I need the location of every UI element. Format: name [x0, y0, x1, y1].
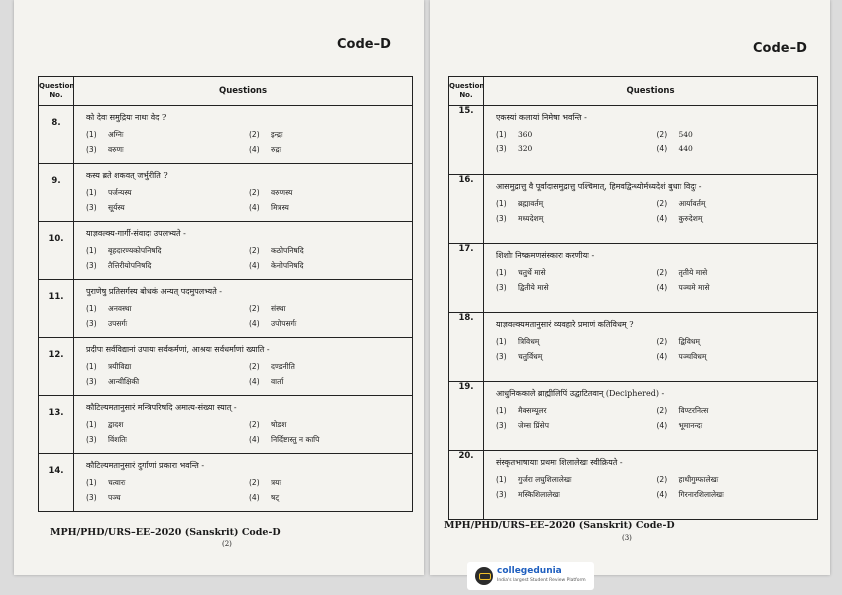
- option-label: (2): [656, 268, 668, 277]
- option-label: (1): [86, 362, 97, 371]
- answer-option: [657, 214, 818, 224]
- answer-option: [249, 319, 412, 329]
- option-text: कठोपनिषदि: [271, 246, 304, 255]
- answer-option: [657, 268, 818, 278]
- option-label: (3): [86, 261, 97, 270]
- option-text: 540: [678, 130, 693, 139]
- option-label: (1): [86, 188, 97, 197]
- answer-options: [484, 471, 817, 500]
- option-text: षट्: [271, 493, 280, 502]
- option-label: (4): [656, 421, 668, 430]
- question-row: [39, 454, 413, 512]
- option-label: (1): [496, 337, 507, 346]
- option-label: (2): [249, 362, 260, 371]
- answer-option: [496, 490, 657, 500]
- option-label: (1): [496, 199, 507, 208]
- option-text: मित्रस्य: [271, 203, 289, 212]
- answer-options: [484, 126, 817, 153]
- answer-option: [496, 421, 657, 431]
- answer-options: [74, 184, 412, 213]
- question-row: [39, 222, 413, 280]
- answer-option: [86, 435, 249, 445]
- option-text: गिरनारशिलालेखः: [678, 490, 724, 499]
- question-row: [39, 396, 413, 454]
- option-text: द्विविधम्: [678, 337, 700, 346]
- option-text: भूमानन्दः: [678, 421, 703, 430]
- option-label: (3): [86, 493, 97, 502]
- answer-option: [496, 199, 657, 209]
- answer-options: [74, 474, 412, 503]
- answer-options: [74, 126, 412, 155]
- option-text: विण्टरनित्स: [678, 406, 709, 415]
- question-number: 18.: [449, 313, 484, 382]
- option-text: द्वादश: [108, 420, 124, 429]
- answer-option: [86, 377, 249, 387]
- answer-option: [657, 337, 818, 347]
- answer-option: [86, 420, 249, 430]
- answer-option: [496, 283, 657, 293]
- option-label: (4): [249, 493, 260, 502]
- option-label: (4): [656, 144, 668, 153]
- option-label: (3): [496, 144, 507, 153]
- question-body: [74, 338, 413, 396]
- option-text: 360: [518, 130, 533, 139]
- option-label: (4): [249, 203, 260, 212]
- question-rows: [39, 106, 413, 512]
- question-number: 8.: [39, 106, 74, 164]
- option-text: विंशतिः: [108, 435, 127, 444]
- question-stem: को देवः समुद्रियः नाथः वेद ?: [86, 113, 167, 122]
- option-text: इन्द्रः: [271, 130, 283, 139]
- option-label: (2): [249, 304, 260, 313]
- question-number: 9.: [39, 164, 74, 222]
- answer-option: [249, 145, 412, 155]
- option-text: द्वितीये मासे: [518, 283, 549, 292]
- option-text: पञ्चमे मासे: [678, 283, 710, 292]
- option-text: मस्किशिलालेखः: [518, 490, 560, 499]
- option-text: त्रिविधम्: [518, 337, 540, 346]
- questions-header: Questions: [74, 77, 413, 106]
- question-number: 16.: [449, 175, 484, 244]
- answer-option: [249, 420, 412, 430]
- answer-option: [496, 214, 657, 224]
- option-label: (2): [656, 406, 668, 415]
- left-page: [14, 0, 424, 575]
- code-header: Code–D: [337, 37, 391, 52]
- answer-option: [249, 304, 412, 314]
- option-label: (1): [86, 478, 97, 487]
- question-number: 12.: [39, 338, 74, 396]
- question-stem: पुराणेषु प्रतिसर्गस्य बोधकं अन्यत् पदमुपलभ्यते -: [86, 287, 223, 296]
- question-number: 15.: [449, 106, 484, 175]
- answer-option: [249, 188, 412, 198]
- question-table: [448, 76, 818, 520]
- answer-option: [657, 406, 818, 416]
- option-label: (2): [249, 420, 260, 429]
- question-body: [484, 106, 818, 175]
- answer-option: [249, 130, 412, 140]
- right-page: [430, 0, 830, 575]
- option-text: त्रयः: [271, 478, 282, 487]
- question-number: 20.: [449, 451, 484, 520]
- answer-options: [74, 358, 412, 387]
- question-no-header: Question No.: [449, 77, 484, 106]
- option-label: (2): [249, 246, 260, 255]
- option-text: कुरुदेशम्: [678, 214, 703, 223]
- option-label: (3): [496, 352, 507, 361]
- option-label: (2): [656, 337, 668, 346]
- question-stem: कौटिल्यमतानुसारं दुर्गाणां प्रकारा भवन्ति -: [86, 461, 205, 470]
- option-text: चतुर्विधम्: [518, 352, 543, 361]
- question-row: [39, 338, 413, 396]
- answer-option: [249, 362, 412, 372]
- question-number: 17.: [449, 244, 484, 313]
- answer-options: [74, 300, 412, 329]
- option-text: पञ्च: [108, 493, 121, 502]
- option-text: तैत्तिरीयोपनिषदि: [108, 261, 152, 270]
- option-text: षोडश: [271, 420, 287, 429]
- option-label: (4): [249, 319, 260, 328]
- option-label: (3): [86, 145, 97, 154]
- option-label: (2): [249, 130, 260, 139]
- answer-option: [657, 490, 818, 500]
- answer-option: [496, 406, 657, 416]
- question-body: [484, 244, 818, 313]
- question-number: 13.: [39, 396, 74, 454]
- answer-option: [496, 337, 657, 347]
- question-row: [39, 106, 413, 164]
- answer-option: [657, 144, 818, 153]
- option-label: (1): [496, 475, 507, 484]
- option-label: (1): [86, 246, 97, 255]
- question-stem: शिशोः निष्क्रमणसंस्कारः करणीयः -: [496, 251, 595, 260]
- option-label: (4): [249, 261, 260, 270]
- answer-options: [484, 264, 817, 293]
- question-number: 19.: [449, 382, 484, 451]
- answer-option: [86, 145, 249, 155]
- question-stem: कस्य ब्रते शकवत् जर्भुरीति ?: [86, 171, 168, 180]
- option-label: (3): [496, 490, 507, 499]
- question-stem: याज्ञवल्क्यमतानुसारं व्यवहारे प्रमाणं कतिविधम् ?: [496, 320, 634, 329]
- question-body: [74, 164, 413, 222]
- question-table: [38, 76, 413, 512]
- option-text: पञ्चविधम्: [678, 352, 707, 361]
- answer-option: [496, 475, 657, 485]
- question-row: [39, 280, 413, 338]
- option-text: जेम्स प्रिंसेप: [518, 421, 549, 430]
- answer-option: [86, 261, 249, 271]
- answer-option: [86, 319, 249, 329]
- option-label: (4): [249, 435, 260, 444]
- answer-option: [657, 283, 818, 293]
- answer-options: [74, 416, 412, 445]
- answer-options: [484, 195, 817, 224]
- question-no-header: Question No.: [39, 77, 74, 106]
- option-text: वरुणः: [108, 145, 124, 154]
- option-text: 440: [678, 144, 693, 153]
- question-stem: कौटिल्यमतानुसारं मन्त्रिपरिषदि अमात्य-संख्या स्यात् -: [86, 403, 237, 412]
- question-rows: [449, 106, 818, 520]
- option-label: (4): [656, 490, 668, 499]
- answer-option: [496, 352, 657, 362]
- answer-options: [484, 333, 817, 362]
- option-text: रुद्रः: [271, 145, 281, 154]
- question-body: [484, 382, 818, 451]
- answer-option: [86, 130, 249, 140]
- option-label: (3): [86, 203, 97, 212]
- option-label: (1): [496, 406, 507, 415]
- question-stem: संस्कृतभाषायाः प्रथमः शिलालेखः स्वीक्रियते -: [496, 458, 623, 467]
- option-text: तृतीये मासे: [678, 268, 708, 277]
- question-body: [74, 106, 413, 164]
- answer-option: [657, 130, 818, 139]
- answer-option: [249, 435, 412, 445]
- questions-header: Questions: [484, 77, 818, 106]
- answer-option: [657, 352, 818, 362]
- footer-title: MPH/PHD/URS–EE–2020 (Sanskrit) Code-D: [50, 527, 281, 538]
- option-text: 320: [518, 144, 533, 153]
- option-label: (1): [86, 304, 97, 313]
- answer-option: [249, 203, 412, 213]
- answer-option: [496, 144, 657, 153]
- question-row: [449, 382, 818, 451]
- answer-option: [496, 130, 657, 139]
- question-stem: याज्ञवल्क्य-गार्गी-संवादः उपलभ्यते -: [86, 229, 186, 238]
- option-label: (2): [656, 130, 668, 139]
- option-text: अग्निः: [108, 130, 124, 139]
- option-label: (1): [496, 130, 507, 139]
- question-body: [74, 280, 413, 338]
- footer-title: MPH/PHD/URS–EE–2020 (Sanskrit) Code-D: [444, 520, 675, 531]
- option-text: गुर्जरा लघुशिलालेखः: [518, 475, 572, 484]
- option-label: (3): [86, 319, 97, 328]
- option-text: निर्दिष्टास्तु न कापि: [271, 435, 320, 444]
- option-text: आर्यावर्तम्: [678, 199, 706, 208]
- option-text: केनोपनिषदि: [271, 261, 304, 270]
- question-number: 10.: [39, 222, 74, 280]
- answer-option: [86, 188, 249, 198]
- option-label: (2): [249, 478, 260, 487]
- page-number: (3): [622, 534, 632, 542]
- logo-mascot-icon: [475, 567, 493, 585]
- option-label: (4): [656, 283, 668, 292]
- option-text: ब्रह्मावर्तम्: [518, 199, 544, 208]
- option-text: चतुर्थे मासे: [518, 268, 546, 277]
- option-text: मैक्सम्यूलर: [518, 406, 547, 415]
- option-label: (2): [249, 188, 260, 197]
- answer-option: [249, 261, 412, 271]
- question-body: [74, 396, 413, 454]
- option-label: (3): [496, 421, 507, 430]
- question-row: [449, 313, 818, 382]
- answer-option: [86, 493, 249, 503]
- option-label: (1): [86, 130, 97, 139]
- page-number: (2): [222, 540, 232, 548]
- question-body: [74, 454, 413, 512]
- question-body: [484, 451, 818, 520]
- option-text: वार्ता: [271, 377, 284, 386]
- answer-option: [249, 246, 412, 256]
- answer-options: [74, 242, 412, 271]
- answer-option: [249, 478, 412, 488]
- question-number: 11.: [39, 280, 74, 338]
- option-label: (3): [496, 214, 507, 223]
- question-number: 14.: [39, 454, 74, 512]
- question-stem: आसमुद्रात्तु वै पूर्वादासमुद्रात्तु पश्चिमात्, हिमवद्विन्ध्योर्मध्यदेशं बुधाः विदुः -: [496, 182, 702, 191]
- answer-options: [484, 402, 817, 431]
- option-label: (4): [249, 377, 260, 386]
- option-text: उपोपसर्गः: [271, 319, 297, 328]
- option-text: मध्यदेशम्: [518, 214, 544, 223]
- answer-option: [86, 246, 249, 256]
- option-text: अनवस्था: [108, 304, 132, 313]
- question-body: [484, 175, 818, 244]
- option-text: पर्जन्यस्य: [108, 188, 132, 197]
- option-label: (3): [86, 435, 97, 444]
- option-text: दण्डनीति: [271, 362, 295, 371]
- option-text: बृहदारण्यकोपनिषदि: [108, 246, 162, 255]
- option-text: सूर्यस्य: [108, 203, 125, 212]
- answer-option: [249, 377, 412, 387]
- question-row: [449, 244, 818, 313]
- answer-option: [86, 304, 249, 314]
- option-text: त्रयीविद्या: [108, 362, 132, 371]
- question-body: [74, 222, 413, 280]
- answer-option: [496, 268, 657, 278]
- answer-option: [86, 478, 249, 488]
- collegedunia-logo: [467, 562, 594, 590]
- code-header: Code–D: [753, 41, 807, 56]
- option-label: (4): [656, 214, 668, 223]
- option-label: (1): [496, 268, 507, 277]
- question-stem: आधुनिककाले ब्राह्मीलिपिं उद्घाटितवान् (Deciphered) -: [496, 389, 665, 398]
- question-row: [449, 175, 818, 244]
- question-stem: एकस्यां कलायां निमेषा भवन्ति -: [496, 113, 587, 122]
- question-row: [39, 164, 413, 222]
- answer-option: [249, 493, 412, 503]
- option-label: (2): [656, 199, 668, 208]
- answer-option: [657, 475, 818, 485]
- option-label: (2): [656, 475, 668, 484]
- answer-option: [657, 421, 818, 431]
- answer-option: [657, 199, 818, 209]
- question-stem: प्रदीपः सर्वविद्यानां उपायः सर्वकर्मणां, आश्रयः सर्वधर्माणां ख्याति -: [86, 345, 270, 354]
- option-text: हाथीगुम्फालेखः: [678, 475, 719, 484]
- logo-tagline: India's largest Student Review Platform: [497, 578, 586, 583]
- answer-option: [86, 203, 249, 213]
- question-body: [484, 313, 818, 382]
- option-text: वरुणस्य: [271, 188, 293, 197]
- option-label: (4): [656, 352, 668, 361]
- question-row: [449, 451, 818, 520]
- option-text: चत्वारः: [108, 478, 126, 487]
- question-row: [449, 106, 818, 175]
- option-label: (4): [249, 145, 260, 154]
- option-label: (3): [496, 283, 507, 292]
- answer-option: [86, 362, 249, 372]
- option-label: (3): [86, 377, 97, 386]
- option-text: आन्वीक्षिकी: [108, 377, 140, 386]
- option-text: संस्था: [271, 304, 286, 313]
- option-text: उपसर्गः: [108, 319, 128, 328]
- option-label: (1): [86, 420, 97, 429]
- logo-name: collegedunia: [497, 566, 562, 576]
